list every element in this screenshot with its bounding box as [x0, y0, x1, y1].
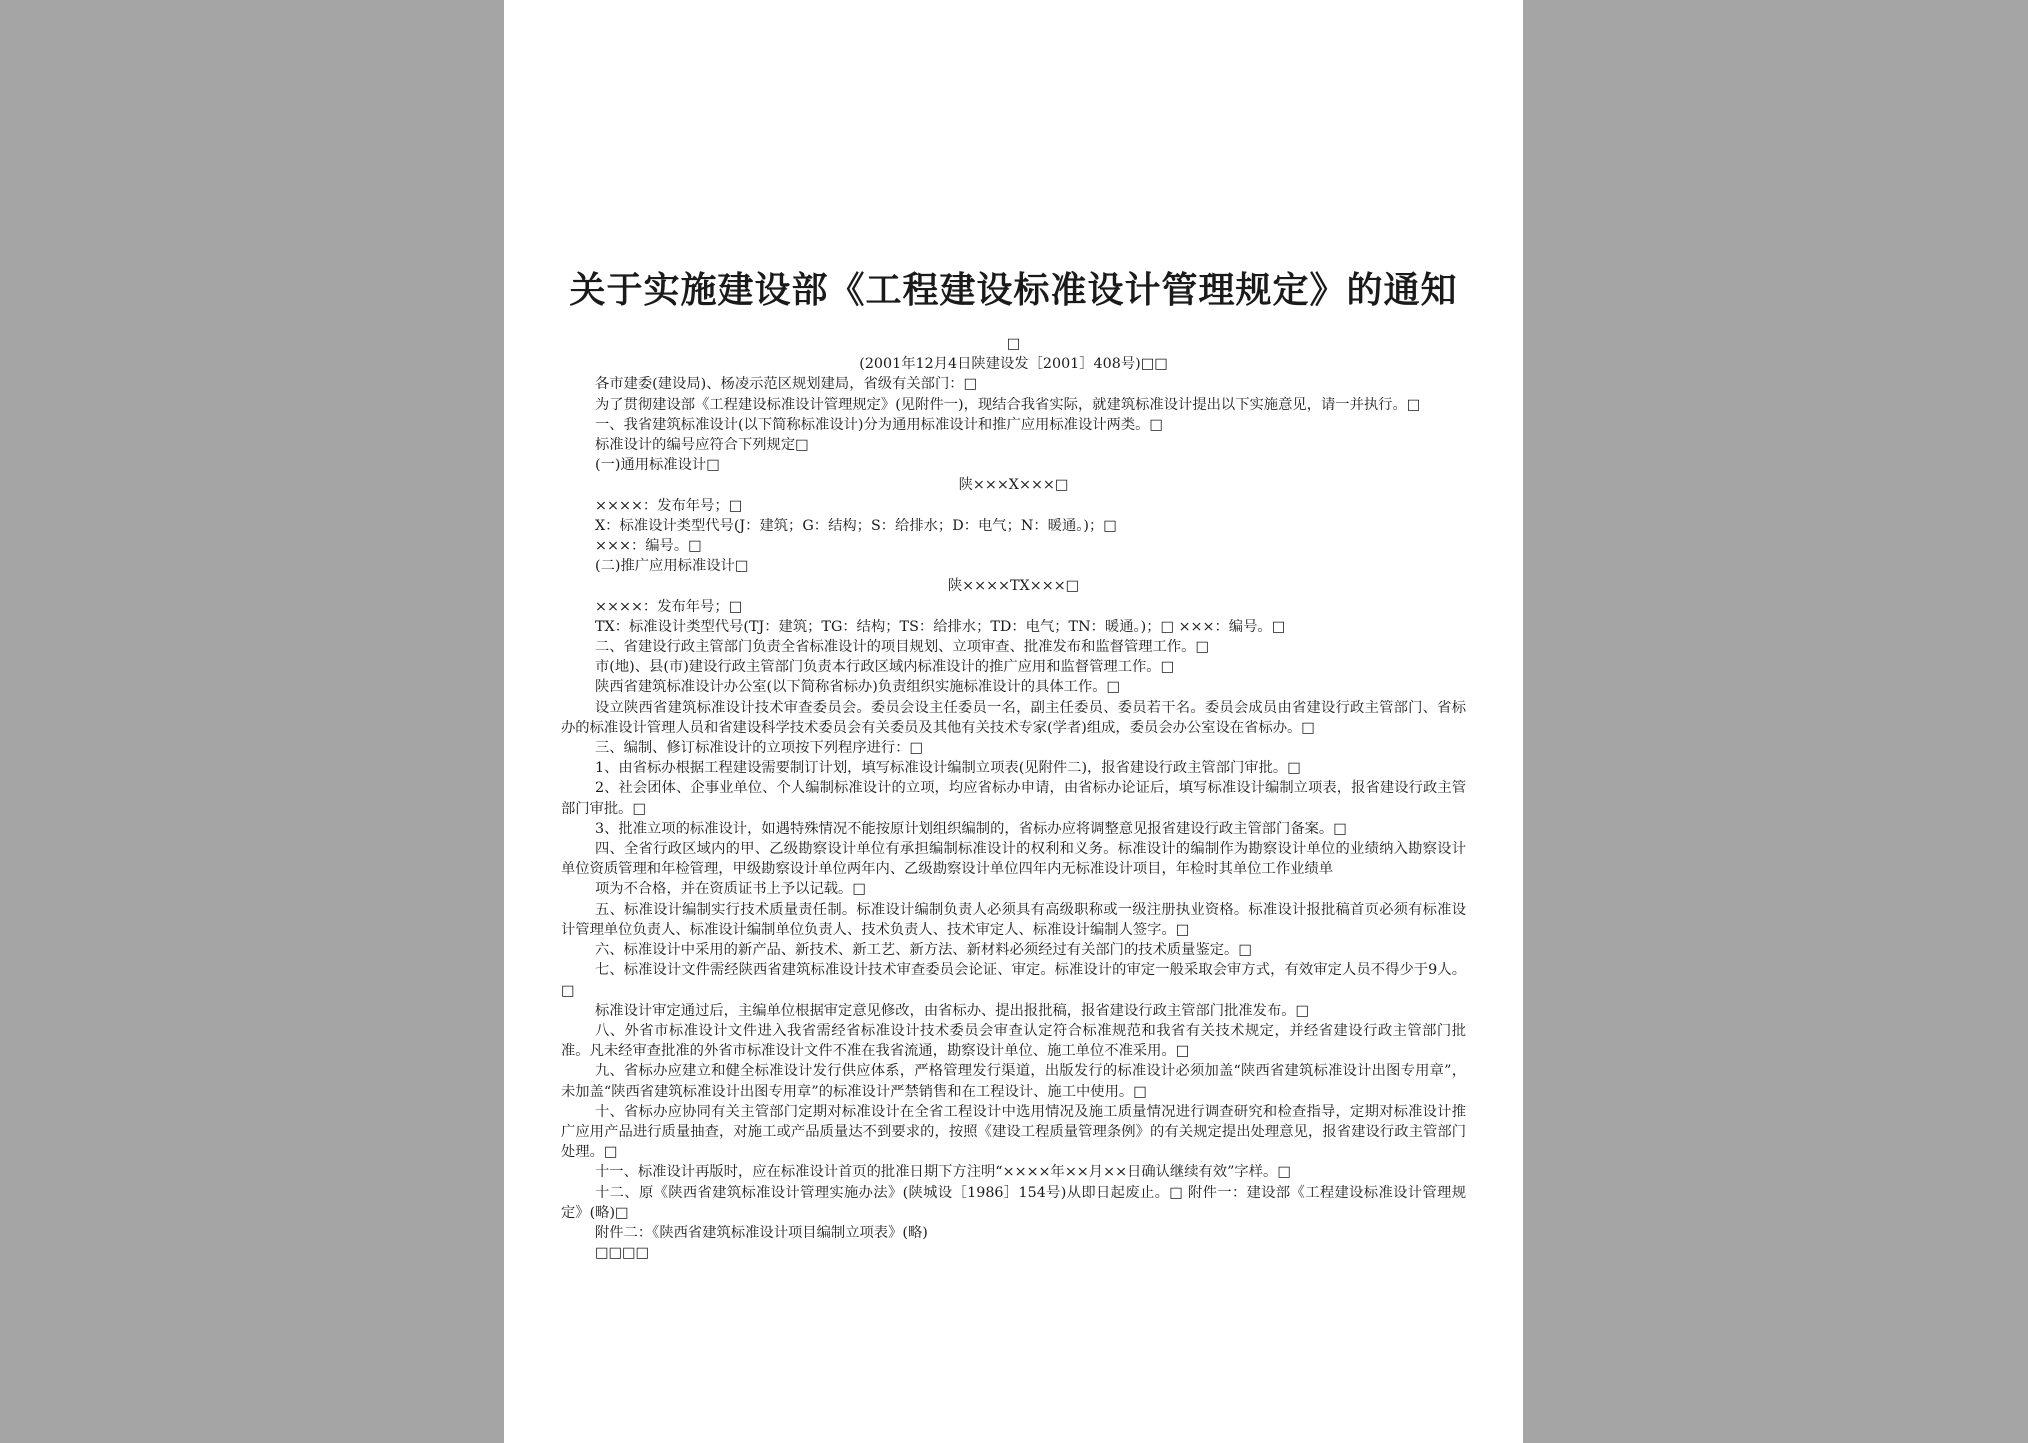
paragraph: 项为不合格，并在资质证书上予以记载。□: [595, 881, 866, 898]
document-title: 关于实施建设部《工程建设标准设计管理规定》的通知: [569, 270, 1458, 311]
paragraph: ×××：编号。□: [595, 538, 702, 555]
paragraph: 标准设计审定通过后，主编单位根据审定意见修改，由省标办、提出报批稿，报省建设行政主管部门批准发布。□: [595, 1002, 1310, 1019]
paragraph: ××××：发布年号；□: [595, 497, 743, 514]
paragraph: 陕×××X×××□: [958, 477, 1069, 494]
paragraph: □□□□: [595, 1245, 650, 1262]
paragraph: TX：标准设计类型代号(TJ：建筑；TG：结构；TS：给排水；TD：电气；TN：暖通。)；□ ×××：编号。□: [595, 618, 1286, 635]
paragraph: □: [1006, 336, 1021, 352]
document-page: [504, 0, 1523, 1443]
paragraph: 四、全省行政区域内的甲、乙级勘察设计单位有承担编制标准设计的权利和义务。标准设计的编制作为勘察设计单位的业绩纳入勘察设计单位资质管理和年检管理，甲级勘察设计单位两年内、乙级勘察设计单位四年内无标准设计项目，年检时其单位工作业绩单: [561, 841, 1466, 878]
paragraph: (一)通用标准设计□: [595, 457, 720, 474]
paragraph: 一、我省建筑标准设计(以下简称标准设计)分为通用标准设计和推广应用标准设计两类。□: [595, 416, 1163, 433]
paragraph: 各市建委(建设局)、杨凌示范区规划建局，省级有关部门：□: [595, 376, 978, 393]
paragraph: 2、社会团体、企事业单位、个人编制标准设计的立项，均应省标办申请，由省标办论证后，填写标准设计编制立项表，报省建设行政主管部门审批。□: [561, 780, 1466, 817]
paragraph: 设立陕西省建筑标准设计技术审查委员会。委员会设主任委员一名，副主任委员、委员若干名。委员会成员由省建设行政主管部门、省标办的标准设计管理人员和省建设科学技术委员会有关委员及其他有关技术专家(学者)组成，委员会办公室设在省标办。□: [561, 699, 1466, 736]
paragraph: 九、省标办应建立和健全标准设计发行供应体系，严格管理发行渠道，出版发行的标准设计必须加盖“陕西省建筑标准设计出图专用章”，未加盖“陕西省建筑标准设计出图专用章”的标准设计严禁销售和在工程设计、施工中使用。□: [561, 1063, 1466, 1100]
paragraph: 为了贯彻建设部《工程建设标准设计管理规定》(见附件一)，现结合我省实际，就建筑标准设计提出以下实施意见，请一并执行。□: [595, 396, 1421, 413]
paragraph: ××××：发布年号；□: [595, 598, 743, 615]
paragraph: 3、批准立项的标准设计，如遇特殊情况不能按原计划组织编制的，省标办应将调整意见报省建设行政主管部门备案。□: [595, 820, 1347, 837]
paragraph: 五、标准设计编制实行技术质量责任制。标准设计编制负责人必须具有高级职称或一级注册执业资格。标准设计报批稿首页必须有标准设计管理单位负责人、标准设计编制单位负责人、技术负责人、技术审定人、标准设计编制人签字。□: [561, 901, 1466, 938]
paragraph: 标准设计的编号应符合下列规定□: [595, 437, 809, 454]
paragraph: 十二、原《陕西省建筑标准设计管理实施办法》(陕城设［1986］154号)从即日起废止。□ 附件一：建设部《工程建设标准设计管理规定》(略)□: [561, 1184, 1466, 1221]
document-body: [561, 334, 1466, 1263]
paragraph: (二)推广应用标准设计□: [595, 558, 749, 575]
paragraph: 附件二：《陕西省建筑标准设计项目编制立项表》(略): [595, 1224, 928, 1241]
paragraph: 1、由省标办根据工程建设需要制订计划，填写标准设计编制立项表(见附件二)，报省建设行政主管部门审批。□: [595, 760, 1301, 777]
paragraph: 三、编制、修订标准设计的立项按下列程序进行：□: [595, 740, 924, 757]
paragraph: 六、标准设计中采用的新产品、新技术、新工艺、新方法、新材料必须经过有关部门的技术质量鉴定。□: [595, 942, 1252, 959]
paragraph: 陕××××TX×××□: [947, 578, 1080, 595]
paragraph: 八、外省市标准设计文件进入我省需经省标准设计技术委员会审查认定符合标准规范和我省有关技术规定，并经省建设行政主管部门批准。凡未经审查批准的外省市标准设计文件不准在我省流通，勘察设计单位、施工单位不准采用。□: [561, 1022, 1466, 1060]
paragraph: 市(地)、县(市)建设行政主管部门负责本行政区域内标准设计的推广应用和监督管理工作。□: [595, 659, 1175, 676]
paragraph: 十一、标准设计再版时，应在标准设计首页的批准日期下方注明“××××年××月××日确认继续有效”字样。□: [595, 1164, 1291, 1181]
paragraph: 十、省标办应协同有关主管部门定期对标准设计在全省工程设计中选用情况及施工质量情况进行调查研究和检查指导，定期对标准设计推广应用产品进行质量抽查，对施工或产品质量达不到要求的，按照《建设工程质量管理条例》的有关规定提出处理意见，报省建设行政主管部门处理。□: [561, 1103, 1466, 1161]
paragraph: 二、省建设行政主管部门负责全省标准设计的项目规划、立项审查、批准发布和监督管理工作。□: [595, 639, 1209, 656]
paragraph: X：标准设计类型代号(J：建筑；G：结构；S：给排水；D：电气；N：暖通。)；□: [595, 517, 1117, 534]
paragraph: (2001年12月4日陕建设发［2001］408号)□□: [859, 356, 1168, 373]
paragraph: 七、标准设计文件需经陕西省建筑标准设计技术审查委员会论证、审定。标准设计的审定一般采取会审方式，有效审定人员不得少于9人。□: [561, 962, 1466, 999]
paragraph: 陕西省建筑标准设计办公室(以下简称省标办)负责组织实施标准设计的具体工作。□: [595, 679, 1121, 696]
